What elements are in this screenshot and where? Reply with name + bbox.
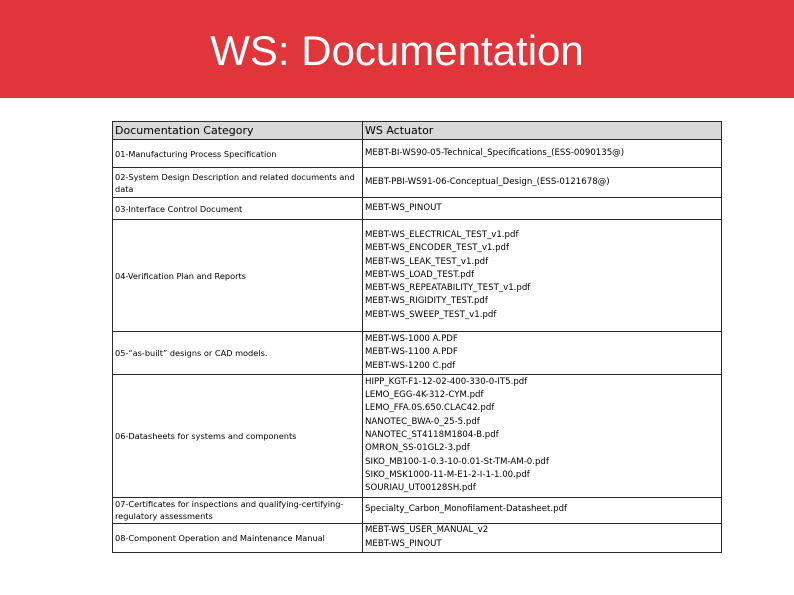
document-file-name: MEBT-WS_PINOUT — [365, 538, 442, 549]
table-row — [113, 523, 722, 552]
document-file-name: Specialty_Carbon_Monofilament-Datasheet.pdf — [365, 504, 568, 515]
documentation-category-cell: 03-Interface Control Document — [113, 198, 363, 220]
document-file-name: LEMO_EGG-4K-312-CYM.pdf — [365, 390, 484, 401]
documentation-category-cell: 01-Manufacturing Process Specification — [113, 140, 363, 168]
table-row — [113, 374, 722, 497]
documentation-category-cell: 07-Certificates for inspections and qualifying-certifying-regulatory assessments — [113, 497, 363, 523]
document-file-name: MEBT-WS_LEAK_TEST_v1.pdf — [365, 256, 489, 267]
table-row — [113, 140, 722, 168]
table-row — [113, 332, 722, 375]
table-header-row — [113, 122, 722, 140]
documentation-category-cell: 04-Verification Plan and Reports — [113, 220, 363, 332]
document-files-cell — [363, 497, 722, 523]
document-files-cell — [363, 220, 722, 332]
document-file-name: MEBT-WS_USER_MANUAL_v2 — [365, 525, 489, 536]
documentation-category-cell: 08-Component Operation and Maintenance Manual — [113, 523, 363, 552]
document-file-name: MEBT-WS_SWEEP_TEST_v1.pdf — [365, 309, 497, 320]
document-file-name: MEBT-WS-1100 A.PDF — [365, 347, 458, 358]
document-file-name: OMRON_SS-01GL2-3.pdf — [365, 443, 470, 454]
header-documentation-category: Documentation Category — [113, 122, 363, 140]
document-file-name: MEBT-WS_ENCODER_TEST_v1.pdf — [365, 243, 510, 254]
document-file-name: SIKO_MSK1000-11-M-E1-2-I-1-1.00.pdf — [365, 469, 530, 480]
document-file-name: NANOTEC_ST4118M1804-B.pdf — [365, 430, 499, 441]
documentation-category-cell: 02-System Design Description and related documents and data — [113, 168, 363, 198]
document-files-cell — [363, 140, 722, 168]
document-file-name: NANOTEC_BWA-0_25-5.pdf — [365, 416, 480, 427]
table-row — [113, 168, 722, 198]
slide-title: WS: Documentation — [210, 27, 584, 74]
document-file-name: MEBT-WS-1200 C.pdf — [365, 360, 456, 371]
document-file-name: MEBT-WS_PINOUT — [365, 202, 442, 213]
table-row — [113, 497, 722, 523]
document-file-name: MEBT-WS_ELECTRICAL_TEST_v1.pdf — [365, 229, 519, 240]
document-files-cell — [363, 198, 722, 220]
table-row — [113, 198, 722, 220]
document-files-cell — [363, 523, 722, 552]
document-file-name: MEBT-PBI-WS91-06-Conceptual_Design_(ESS-0121678@) — [365, 176, 610, 187]
document-file-name: LEMO_FFA.0S.650.CLAC42.pdf — [365, 403, 495, 414]
document-file-name: MEBT-BI-WS90-05-Technical_Specifications_(ESS-0090135@) — [365, 147, 625, 158]
documentation-category-cell: 05-“as-built” designs or CAD models. — [113, 332, 363, 375]
document-file-name: SOURIAU_UT00128SH.pdf — [365, 483, 476, 494]
document-files-cell — [363, 332, 722, 375]
document-files-cell — [363, 168, 722, 198]
document-file-name: SIKO_MB100-1-0.3-10-0.01-St-TM-AM-0.pdf — [365, 456, 549, 467]
documentation-category-cell: 06-Datasheets for systems and components — [113, 374, 363, 497]
document-file-name: MEBT-WS_REPEATABILITY_TEST_v1.pdf — [365, 283, 531, 294]
document-file-name: MEBT-WS_RIGIDITY_TEST.pdf — [365, 296, 488, 307]
header-ws-actuator: WS Actuator — [363, 122, 722, 140]
title-banner — [0, 0, 794, 98]
table-row — [113, 220, 722, 332]
document-file-name: MEBT-WS-1000 A.PDF — [365, 334, 458, 344]
document-file-name: MEBT-WS_LOAD_TEST.pdf — [365, 269, 475, 280]
document-file-name: HIPP_KGT-F1-12-02-400-330-0-IT5.pdf — [365, 376, 528, 387]
document-files-cell — [363, 374, 722, 497]
documentation-table — [112, 121, 722, 553]
